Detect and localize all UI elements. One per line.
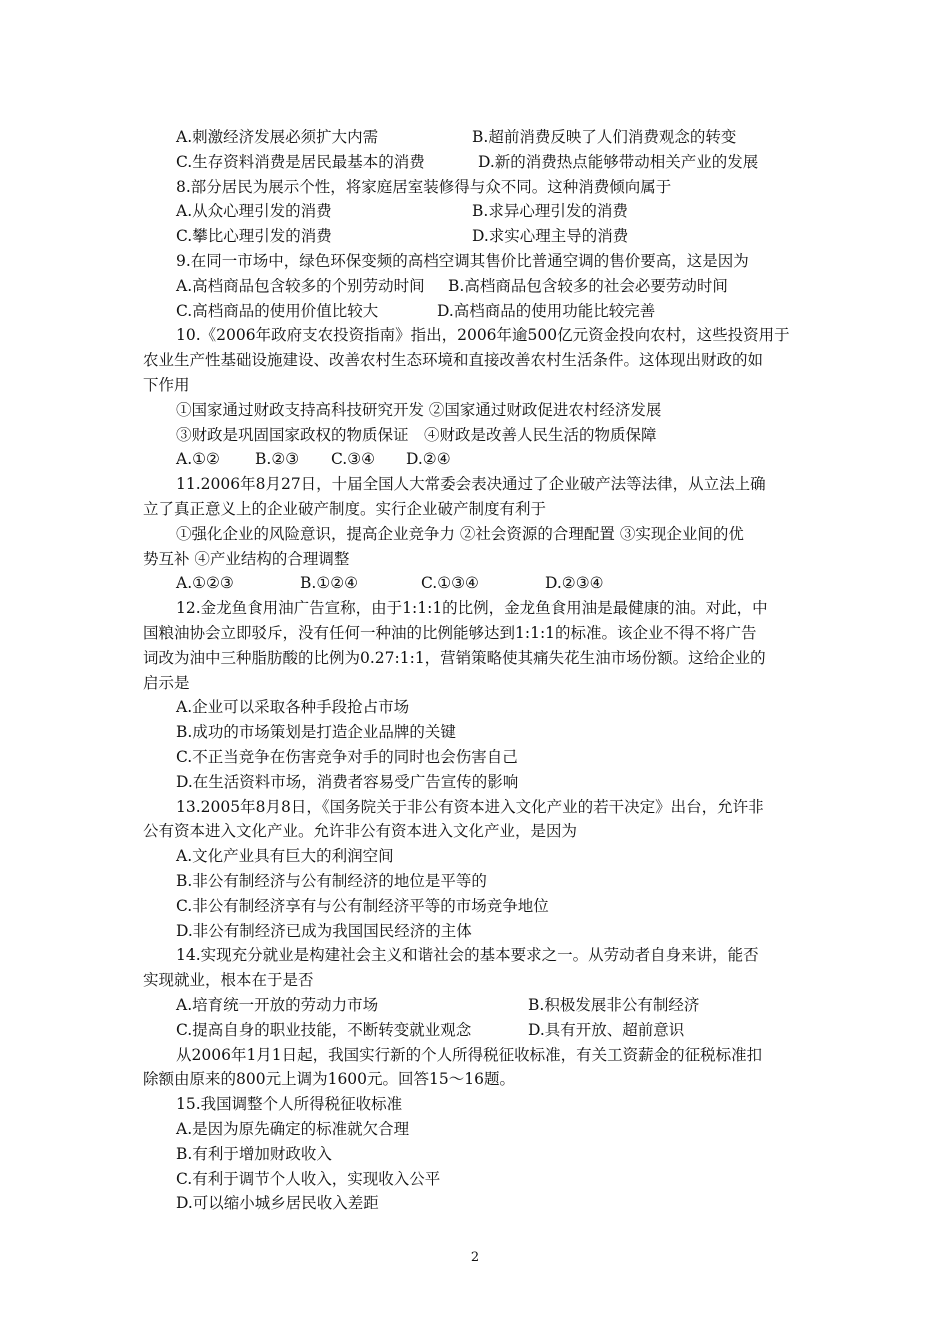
text-line: 下作用 — [143, 376, 190, 394]
text-line: D.求实心理主导的消费 — [472, 227, 629, 246]
text-line: C.③④ — [331, 450, 376, 469]
text-line: C.生存资料消费是居民最基本的消费 — [176, 152, 425, 171]
text-line: B.成功的市场策划是打造企业品牌的关键 — [176, 723, 456, 742]
text-line: C.攀比心理引发的消费 — [176, 227, 332, 246]
text-line: B.非公有制经济与公有制经济的地位是平等的 — [176, 872, 487, 890]
text-line: 从2006年1月1日起，我国实行新的个人所得税征收标准，有关工资薪金的征税标准扣 — [176, 1045, 763, 1064]
text-line: ①国家通过财政支持高科技研究开发 ②国家通过财政促进农村经济发展 — [176, 400, 662, 419]
text-line: B.超前消费反映了人们消费观念的转变 — [472, 128, 737, 146]
text-line: 势互补 ④产业结构的合理调整 — [143, 549, 350, 568]
text-line: A.①② — [176, 450, 220, 469]
text-line: D.②③④ — [545, 574, 604, 593]
text-line: C.非公有制经济享有与公有制经济平等的市场竞争地位 — [176, 896, 549, 915]
text-line: C.①③④ — [421, 574, 479, 593]
page-number: 2 — [470, 1250, 480, 1265]
text-line: D.②④ — [406, 450, 451, 469]
text-line: 实现就业，根本在于是否 — [143, 971, 314, 990]
text-line: 12.金龙鱼食用油广告宣称，由于1:1:1的比例，金龙鱼食用油是最健康的油。对此，中 — [176, 599, 768, 618]
text-line: 公有资本进入文化产业。允许非公有资本进入文化产业，是因为 — [143, 822, 578, 841]
text-line: D.在生活资料市场，消费者容易受广告宣传的影响 — [176, 772, 519, 791]
text-line: ①强化企业的风险意识，提高企业竞争力 ②社会资源的合理配置 ③实现企业间的优 — [176, 524, 744, 543]
text-line: D.新的消费热点能够带动相关产业的发展 — [478, 152, 759, 171]
text-line: 10.《2006年政府支农投资指南》指出，2006年逾500亿元资金投向农村，这些投资用于 — [176, 326, 790, 345]
text-line: C.有利于调节个人收入，实现收入公平 — [176, 1169, 441, 1188]
text-line: 词改为油中三种脂肪酸的比例为0.27:1:1，营销策略使其痛失花生油市场份额。这给企业的 — [143, 648, 766, 667]
text-line: B.有利于增加财政收入 — [176, 1144, 332, 1163]
text-line: 除额由原来的800元上调为1600元。回答15～16题。 — [143, 1070, 515, 1089]
text-line: A.高档商品包含较多的个别劳动时间 — [176, 276, 425, 295]
text-line: C.提高自身的职业技能，不断转变就业观念 — [176, 1020, 472, 1039]
text-line: 立了真正意义上的企业破产制度。实行企业破产制度有利于 — [143, 500, 547, 518]
text-line: B.①②④ — [300, 574, 359, 593]
text-line: 14.实现充分就业是构建社会主义和谐社会的基本要求之一。从劳动者自身来讲，能否 — [176, 946, 759, 965]
text-line: 8.部分居民为展示个性，将家庭居室装修得与众不同。这种消费倾向属于 — [176, 177, 672, 196]
text-line: B.②③ — [255, 450, 300, 469]
text-line: B.积极发展非公有制经济 — [528, 996, 700, 1014]
text-line: C.高档商品的使用价值比较大 — [176, 301, 379, 320]
text-line: A.从众心理引发的消费 — [176, 202, 332, 221]
text-line: 9.在同一市场中，绿色环保变频的高档空调其售价比普通空调的售价要高，这是因为 — [176, 252, 749, 270]
text-line: 启示是 — [143, 673, 190, 692]
text-line: 农业生产性基础设施建设、改善农村生态环境和直接改善农村生活条件。这体现出财政的如 — [143, 351, 764, 370]
text-line: D.具有开放、超前意识 — [528, 1020, 685, 1039]
text-line: B.高档商品包含较多的社会必要劳动时间 — [448, 276, 728, 295]
text-line: D.可以缩小城乡居民收入差距 — [176, 1194, 379, 1213]
text-line: 国粮油协会立即驳斥，没有任何一种油的比例能够达到1:1:1的标准。该企业不得不将广告 — [143, 624, 757, 642]
text-line: A.文化产业具有巨大的利润空间 — [176, 847, 394, 866]
text-line: B.求异心理引发的消费 — [472, 202, 628, 221]
text-line: 13.2005年8月8日，《国务院关于非公有资本进入文化产业的若干决定》出台，允许非 — [176, 797, 764, 816]
text-line: 11.2006年8月27日，十届全国人大常委会表决通过了企业破产法等法律，从立法上确 — [176, 475, 766, 494]
text-line: A.企业可以采取各种手段抢占市场 — [176, 698, 410, 717]
text-line: A.①②③ — [176, 574, 234, 593]
text-line: C.不正当竞争在伤害竞争对手的同时也会伤害自己 — [176, 748, 518, 766]
text-line: A.刺激经济发展必须扩大内需 — [176, 128, 379, 146]
text-line: A.是因为原先确定的标准就欠合理 — [176, 1120, 410, 1138]
text-line: D.高档商品的使用功能比较完善 — [437, 301, 656, 320]
text-line: 15.我国调整个人所得税征收标准 — [176, 1095, 403, 1114]
text-line: A.培育统一开放的劳动力市场 — [176, 996, 379, 1014]
text-line: D.非公有制经济已成为我国国民经济的主体 — [176, 921, 472, 940]
text-line: ③财政是巩固国家政权的物质保证 ④财政是改善人民生活的物质保障 — [176, 425, 657, 444]
